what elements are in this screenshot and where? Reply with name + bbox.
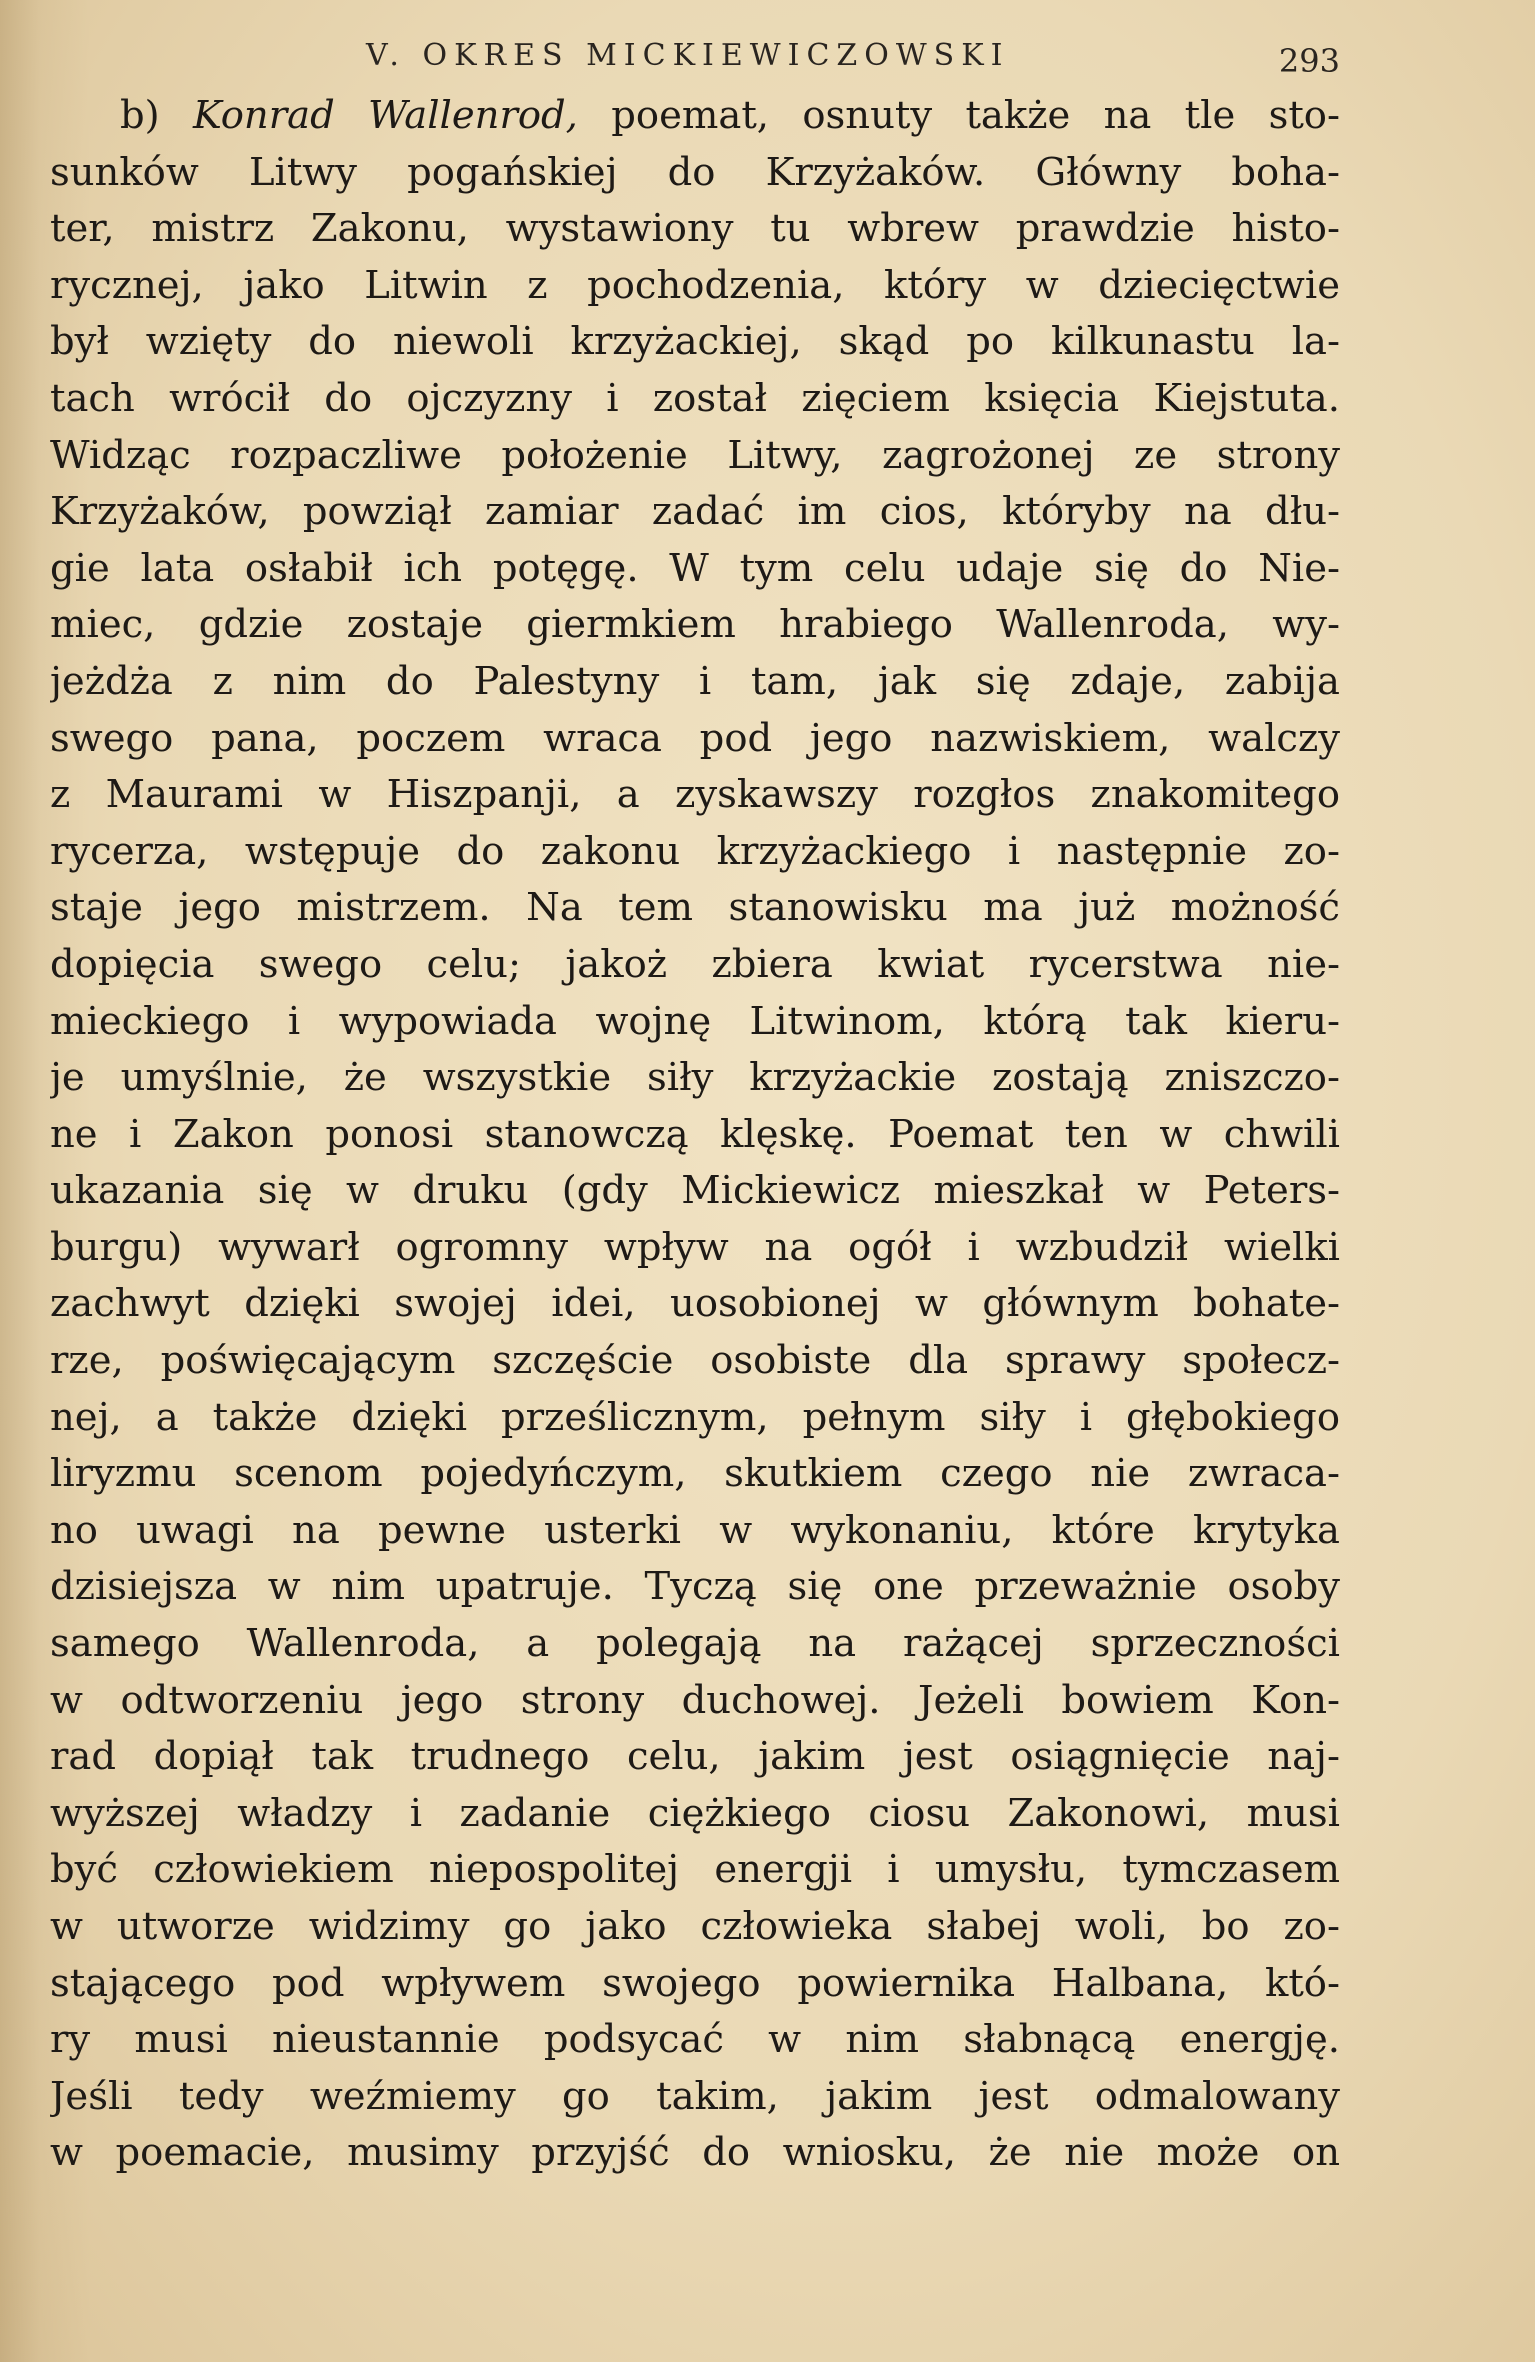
text-line: liryzmu scenom pojedyńczym, skutkiem czego nie zwraca- [50, 1451, 1340, 1497]
text-line: Jeśli tedy weźmiemy go takim, jakim jest odmalowany [50, 2073, 1340, 2119]
text-line: rad dopiął tak trudnego celu, jakim jest osiągnięcie naj- [50, 1734, 1340, 1780]
text-line: jeżdża z nim do Palestyny i tam, jak się zdaje, zabija [50, 658, 1340, 704]
text-line: tach wrócił do ojczyzny i został zięciem księcia Kiejstuta. [50, 375, 1340, 421]
text-line: ter, mistrz Zakonu, wystawiony tu wbrew prawdzie histo- [50, 206, 1340, 252]
text-line: w poemacie, musimy przyjść do wniosku, że nie może on [50, 2130, 1340, 2176]
text-line: ukazania się w druku (gdy Mickiewicz mieszkał w Peters- [50, 1168, 1340, 1214]
text-line: dzisiejsza w nim upatruje. Tyczą się one przeważnie osoby [50, 1564, 1340, 1610]
text-line [50, 88, 1340, 145]
text-line: nej, a także dzięki prześlicznym, pełnym siły i głębokiego [50, 1394, 1340, 1440]
text-line: być człowiekiem niepospolitej energji i umysłu, tymczasem [50, 1847, 1340, 1893]
text-line: swego pana, poczem wraca pod jego nazwiskiem, walczy [50, 715, 1340, 761]
text-line: sunków Litwy pogańskiej do Krzyżaków. Główny boha- [50, 149, 1340, 195]
text-line: rycznej, jako Litwin z pochodzenia, który w dziecięctwie [50, 262, 1340, 308]
text-line: ne i Zakon ponosi stanowczą klęskę. Poemat ten w chwili [50, 1111, 1340, 1157]
text-line: samego Wallenroda, a polegają na rażącej sprzeczności [50, 1621, 1340, 1667]
running-title: V. OKRES MICKIEWICZOWSKI [366, 38, 1010, 73]
text-line: rze, poświęcającym szczęście osobiste dla sprawy społecz- [50, 1338, 1340, 1384]
text-line: burgu) wywarł ogromny wpływ na ogół i wzbudził wielki [50, 1224, 1340, 1270]
section-marker: b) [120, 93, 160, 138]
text-line: ry musi nieustannie podsycać w nim słabnącą energję. [50, 2017, 1340, 2063]
running-header [50, 32, 1340, 82]
text-line: je umyślnie, że wszystkie siły krzyżackie zostają zniszczo- [50, 1055, 1340, 1101]
text-line: stającego pod wpływem swojego powiernika Halbana, któ- [50, 1960, 1340, 2006]
work-title: Konrad Wallenrod, [193, 93, 578, 138]
text-line: no uwagi na pewne usterki w wykonaniu, które krytyka [50, 1507, 1340, 1553]
text-line: w odtworzeniu jego strony duchowej. Jeżeli bowiem Kon- [50, 1677, 1340, 1723]
text-line: gie lata osłabił ich potęgę. W tym celu udaje się do Nie- [50, 545, 1340, 591]
text-line: w utworze widzimy go jako człowieka słabej woli, bo zo- [50, 1904, 1340, 1949]
text-line: zachwyt dzięki swojej idei, uosobionej w głównym bohate- [50, 1281, 1340, 1327]
text-line: miec, gdzie zostaje giermkiem hrabiego Wallenroda, wy- [50, 602, 1340, 648]
page-number: 293 [1278, 42, 1340, 80]
text-line: Krzyżaków, powziął zamiar zadać im cios, któryby na dłu- [50, 489, 1340, 535]
text-line: wyższej władzy i zadanie ciężkiego ciosu Zakonowi, musi [50, 1790, 1340, 1836]
text-line: Widząc rozpaczliwe położenie Litwy, zagrożonej ze strony [50, 432, 1340, 478]
text-line-rest: poemat, osnuty także na tle sto- [611, 93, 1340, 138]
text-line: rycerza, wstępuje do zakonu krzyżackiego i następnie zo- [50, 828, 1340, 874]
text-line: dopięcia swego celu; jakoż zbiera kwiat rycerstwa nie- [50, 941, 1340, 987]
text-line: staje jego mistrzem. Na tem stanowisku ma już możność [50, 885, 1340, 931]
text-line: z Maurami w Hiszpanji, a zyskawszy rozgłos znakomitego [50, 772, 1340, 818]
paragraph [50, 88, 1340, 2182]
text-line: mieckiego i wypowiada wojnę Litwinom, którą tak kieru- [50, 998, 1340, 1044]
text-line: był wzięty do niewoli krzyżackiej, skąd po kilkunastu la- [50, 319, 1340, 365]
